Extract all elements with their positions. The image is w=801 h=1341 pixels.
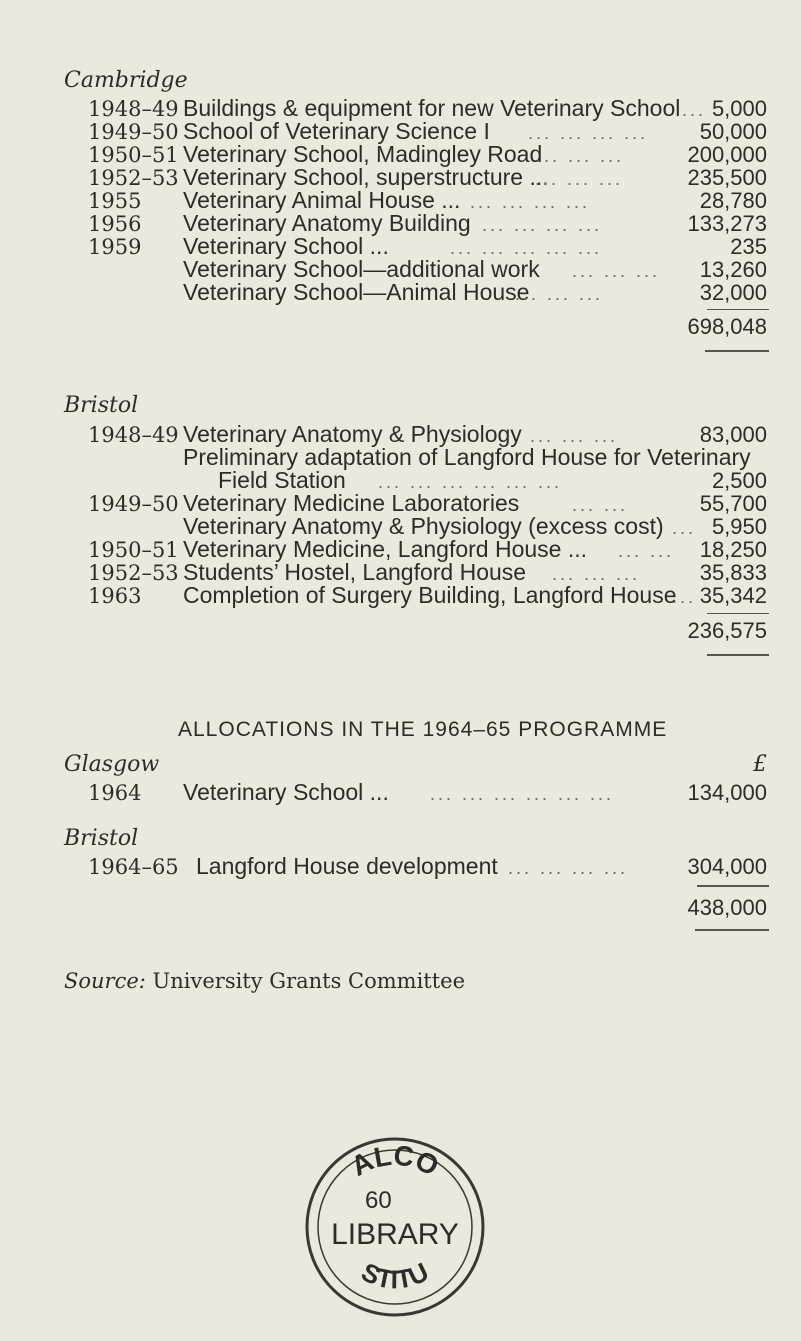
item-description: Veterinary School ... [183,779,389,805]
leader-dots: ... ... ... ... ... [450,238,603,258]
year: 1948–49 [88,97,179,121]
leader-dots: ... ... ... [530,426,619,446]
item-amount: 83,000 [699,422,767,447]
year: 1950–51 [88,143,179,167]
item-description: Veterinary Medicine Laboratories [183,490,520,516]
institution-glasgow: Glasgow [64,752,160,777]
subtotal-rule [697,885,769,887]
leader-dots: ... ... ... [572,261,661,281]
item-amount: 50,000 [699,119,767,144]
institution-bristol: Bristol [64,393,139,418]
year: 1952–53 [88,166,179,190]
year: 1952–53 [88,561,179,585]
year: 1963 [88,584,142,608]
item-description: Students’ Hostel, Langford House [183,559,527,585]
item-description: Preliminary adaptation of Langford House for Veterinary [183,444,751,470]
bristol-total: 236,575 [687,618,767,643]
item-amount: 5,950 [711,514,767,539]
item-amount: 18,250 [699,537,767,562]
item-amount: 2,500 [711,468,767,493]
cambridge-total: 698,048 [687,314,767,339]
item-description: Veterinary School—additional work [183,256,540,282]
leader-dots: ... [672,587,697,607]
leader-dots: ... ... ... [552,564,641,584]
item-description: Veterinary Animal House ... [183,187,461,213]
stamp-top-text: ALCO [346,1139,444,1182]
stamp-bottom-text: STITU [356,1256,434,1295]
total-rule [707,654,769,656]
leader-dots: ... ... ... [536,146,625,166]
total-rule [705,350,769,352]
leader-dots: ... ... ... ... [482,215,603,235]
year: 1950–51 [88,538,179,562]
leader-dots: ... ... [618,541,675,561]
leader-dots: ... ... ... [515,284,604,304]
leader-dots: ... ... ... ... ... ... [430,784,615,804]
year: 1964–65 [88,855,179,879]
item-amount: 235,500 [687,165,767,190]
item-description: Veterinary School ... [183,233,389,259]
year: 1949–50 [88,120,179,144]
item-amount: 304,000 [687,854,767,879]
year: 1959 [88,235,142,259]
item-description: Veterinary Anatomy Building [183,210,471,236]
leader-dots: ... ... ... ... [508,858,629,878]
item-amount: 28,780 [699,188,767,213]
item-description: Veterinary Anatomy & Physiology (excess cost) [183,513,664,539]
item-description: Veterinary School, superstructure ... [183,164,549,190]
section-heading: ALLOCATIONS IN THE 1964–65 PROGRAMME [178,718,668,741]
programme-total: 438,000 [687,895,767,920]
currency-symbol: £ [753,752,767,777]
institution-cambridge: Cambridge [64,68,188,93]
item-amount: 200,000 [687,142,767,167]
item-amount: 5,000 [711,96,767,121]
item-description: Veterinary School, Madingley Road [183,141,543,167]
institution-bristol-programme: Bristol [64,826,139,851]
leader-dots: ... ... ... [535,169,624,189]
subtotal-rule [707,309,769,310]
year: 1956 [88,212,142,236]
leader-dots: ... ... ... ... [528,123,649,143]
leader-dots: ... ... ... ... [470,192,591,212]
item-description: Buildings & equipment for new Veterinary School [183,95,681,121]
item-description: Completion of Surgery Building, Langford House [183,582,677,608]
subtotal-rule [707,613,769,614]
library-stamp [295,1132,495,1322]
item-description: Langford House development [196,853,498,879]
source-note [64,969,465,993]
total-rule [695,929,769,931]
item-amount: 35,833 [699,560,767,585]
item-amount: 32,000 [699,280,767,305]
leader-dots: ... [672,518,697,538]
item-amount: 35,342 [699,583,767,608]
leader-dots: ... ... ... ... ... ... [378,472,563,492]
item-amount: 55,700 [699,491,767,516]
year: 1949–50 [88,492,179,516]
item-description: Veterinary Anatomy & Physiology [183,421,522,447]
item-amount: 13,260 [699,257,767,282]
year: 1955 [88,189,142,213]
item-description: School of Veterinary Science I [183,118,490,144]
leader-dots: ... ... [572,495,629,515]
item-description: Veterinary School—Animal House [183,279,530,305]
source-label: Source: [64,969,146,993]
item-amount: 133,273 [687,211,767,236]
leader-dots: ... [682,100,707,120]
year: 1948–49 [88,423,179,447]
source-text: University Grants Committee [152,969,466,993]
item-amount: 235 [730,234,767,259]
item-description: Veterinary Medicine, Langford House ... [183,536,588,562]
item-description: Field Station [218,467,346,493]
stamp-middle-text: LIBRARY [331,1218,459,1251]
item-amount: 134,000 [687,780,767,805]
year: 1964 [88,781,142,805]
stamp-number: 60 [365,1187,392,1214]
